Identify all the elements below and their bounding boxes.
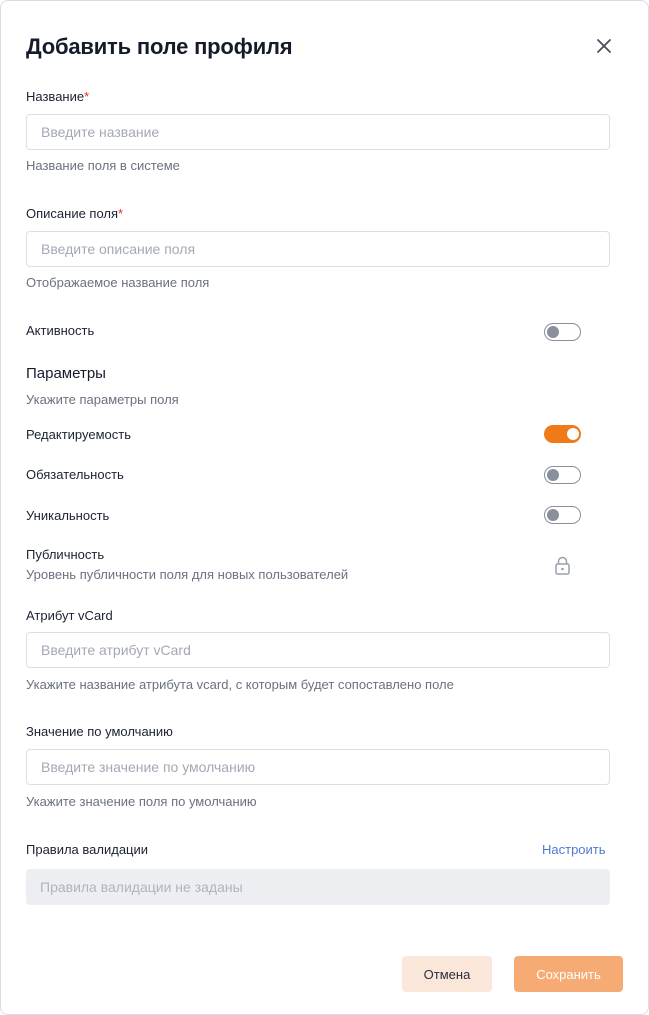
validation-label: Правила валидации bbox=[26, 842, 149, 857]
required-mark: * bbox=[84, 89, 90, 104]
toggle-knob bbox=[567, 428, 579, 440]
publicity-label: Публичность bbox=[26, 547, 105, 562]
toggle-knob bbox=[547, 509, 559, 521]
parameters-title: Параметры bbox=[26, 365, 106, 382]
name-input[interactable] bbox=[26, 114, 610, 150]
cancel-button[interactable]: Отмена bbox=[402, 956, 492, 992]
lock-icon bbox=[554, 556, 571, 575]
validation-rules-field: Правила валидации не заданы bbox=[26, 869, 610, 905]
required-label: Обязательность bbox=[26, 467, 124, 482]
activity-label: Активность bbox=[26, 323, 95, 338]
default-value-label: Значение по умолчанию bbox=[26, 724, 173, 739]
configure-validation-link[interactable]: Настроить bbox=[542, 842, 606, 857]
description-label: Описание поля* bbox=[26, 206, 124, 221]
dialog-title: Добавить поле профиля bbox=[26, 34, 293, 59]
required-mark: * bbox=[118, 206, 124, 221]
editable-toggle[interactable] bbox=[544, 425, 581, 443]
required-toggle[interactable] bbox=[544, 466, 581, 484]
parameters-subtitle: Укажите параметры поля bbox=[26, 392, 179, 407]
save-button[interactable]: Сохранить bbox=[514, 956, 623, 992]
toggle-knob bbox=[547, 326, 559, 338]
description-input[interactable] bbox=[26, 231, 610, 267]
description-hint: Отображаемое название поля bbox=[26, 275, 210, 290]
default-value-hint: Укажите значение поля по умолчанию bbox=[26, 794, 257, 809]
toggle-knob bbox=[547, 469, 559, 481]
publicity-hint: Уровень публичности поля для новых пользователей bbox=[26, 567, 349, 582]
name-label: Название* bbox=[26, 89, 90, 104]
unique-label: Уникальность bbox=[26, 508, 110, 523]
unique-toggle[interactable] bbox=[544, 506, 581, 524]
name-hint: Название поля в системе bbox=[26, 158, 180, 173]
close-icon[interactable] bbox=[593, 35, 615, 57]
vcard-input[interactable] bbox=[26, 632, 610, 668]
default-value-input[interactable] bbox=[26, 749, 610, 785]
vcard-hint: Укажите название атрибута vcard, с которым будет сопоставлено поле bbox=[26, 677, 454, 692]
activity-toggle[interactable] bbox=[544, 323, 581, 341]
editable-label: Редактируемость bbox=[26, 427, 131, 442]
vcard-label: Атрибут vCard bbox=[26, 608, 113, 623]
